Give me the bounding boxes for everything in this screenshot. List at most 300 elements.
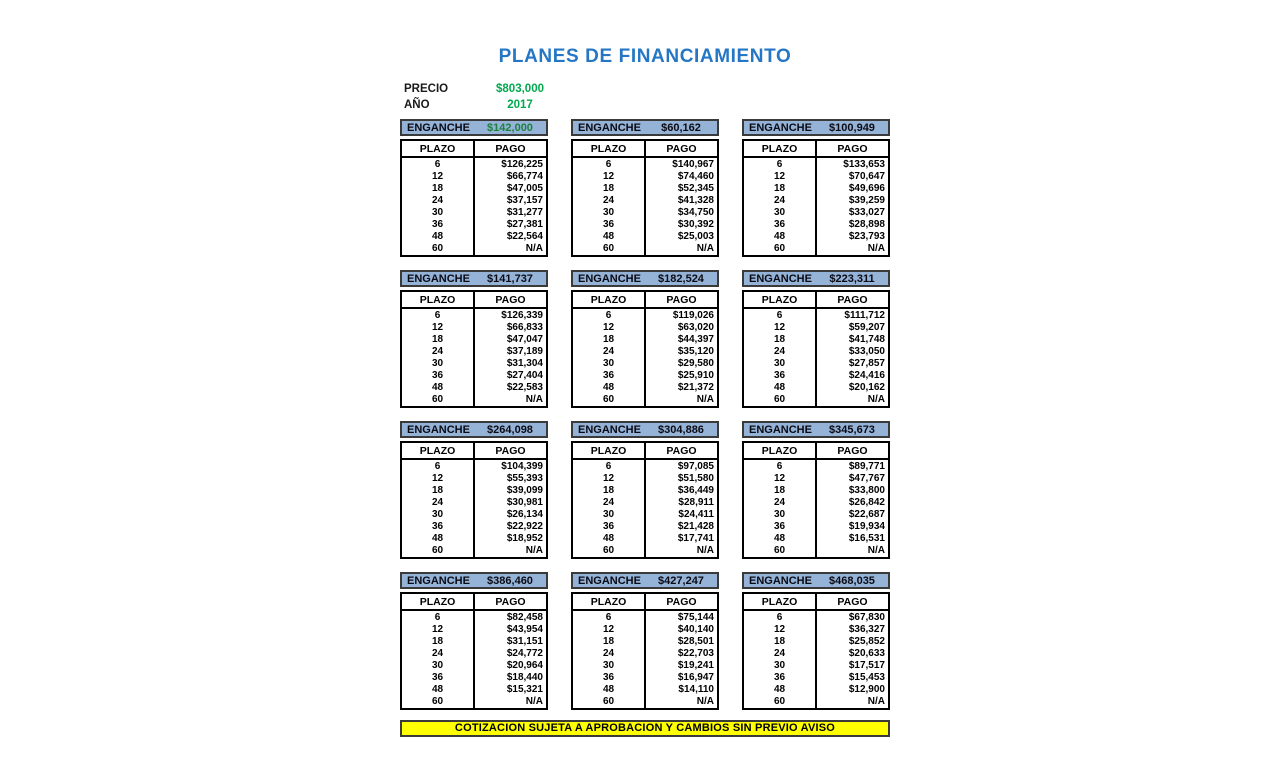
plazo-column-header: PLAZO: [743, 442, 816, 459]
plan-table-body: [572, 308, 718, 407]
enganche-label: ENGANCHE: [749, 272, 812, 285]
plan-card: [571, 572, 719, 710]
plan-table-head: [743, 442, 889, 459]
table-row: [572, 171, 718, 183]
enganche-label: ENGANCHE: [749, 121, 812, 134]
pago-cell: $41,748: [816, 334, 889, 346]
table-row: [743, 157, 889, 171]
table-row: [572, 157, 718, 171]
table-row: [743, 509, 889, 521]
plan-table-head: [743, 140, 889, 157]
table-row: [572, 394, 718, 407]
table-row: [743, 660, 889, 672]
anio-row: [400, 97, 890, 113]
plan-table: [400, 290, 548, 408]
pago-cell: $37,189: [474, 346, 547, 358]
plazo-column-header: PLAZO: [401, 291, 474, 308]
plazo-cell: 48: [773, 684, 786, 695]
plazo-cell: 12: [602, 322, 615, 333]
pago-cell: $47,005: [474, 183, 547, 195]
plazo-cell: 18: [773, 183, 786, 194]
plazo-column-header: PLAZO: [401, 593, 474, 610]
pago-cell: $30,392: [645, 219, 718, 231]
table-row: [572, 243, 718, 256]
pago-cell: $31,304: [474, 358, 547, 370]
pago-cell: $23,793: [816, 231, 889, 243]
plazo-column-header: PLAZO: [572, 593, 645, 610]
plazo-cell: 12: [773, 624, 786, 635]
plazo-cell: 60: [773, 394, 786, 405]
table-row: [401, 322, 547, 334]
plan-card: [742, 119, 890, 257]
plan-table-header-row: [743, 593, 889, 610]
anio-label: AÑO: [404, 99, 430, 111]
plan-table-body: [743, 308, 889, 407]
plan-table-header-row: [572, 140, 718, 157]
table-row: [572, 696, 718, 709]
plan-table: [400, 139, 548, 257]
table-row: [401, 636, 547, 648]
table-row: [743, 672, 889, 684]
pago-cell: $126,225: [474, 157, 547, 171]
plan-card: [400, 119, 548, 257]
plazo-cell: 6: [776, 461, 783, 472]
table-row: [743, 195, 889, 207]
pago-cell: $18,440: [474, 672, 547, 684]
enganche-label: ENGANCHE: [407, 423, 470, 436]
table-row: [401, 346, 547, 358]
plazo-column-header: PLAZO: [743, 593, 816, 610]
enganche-header: [571, 421, 719, 438]
pago-cell: N/A: [474, 243, 547, 256]
plazo-cell: 60: [602, 545, 615, 556]
pago-cell: N/A: [474, 545, 547, 558]
plazo-column-header: PLAZO: [572, 291, 645, 308]
plan-table-body: [401, 459, 547, 558]
pago-cell: $17,517: [816, 660, 889, 672]
plan-table: [400, 441, 548, 559]
plan-table-body: [401, 610, 547, 709]
pago-cell: $19,241: [645, 660, 718, 672]
plazo-cell: 24: [431, 497, 444, 508]
pago-cell: $55,393: [474, 473, 547, 485]
plazo-cell: 18: [431, 636, 444, 647]
plan-table: [742, 290, 890, 408]
plazo-cell: 60: [431, 243, 444, 254]
plan-table-body: [743, 459, 889, 558]
table-row: [401, 473, 547, 485]
table-row: [743, 610, 889, 624]
plan-table-body: [743, 610, 889, 709]
plazo-cell: 12: [431, 171, 444, 182]
plan-card: [400, 270, 548, 408]
plazo-cell: 6: [434, 612, 441, 623]
pago-cell: $25,910: [645, 370, 718, 382]
plazo-cell: 48: [602, 382, 615, 393]
pago-cell: $27,857: [816, 358, 889, 370]
enganche-label: ENGANCHE: [407, 574, 470, 587]
table-row: [572, 382, 718, 394]
plazo-cell: 36: [773, 672, 786, 683]
pago-column-header: PAGO: [474, 593, 547, 610]
precio-row: [400, 81, 890, 97]
plan-table-head: [401, 593, 547, 610]
plazo-cell: 24: [773, 648, 786, 659]
plazo-cell: 6: [434, 159, 441, 170]
plazo-cell: 48: [431, 533, 444, 544]
table-row: [572, 346, 718, 358]
enganche-value: $142,000: [487, 121, 533, 134]
plan-table-head: [743, 593, 889, 610]
pago-cell: $28,911: [645, 497, 718, 509]
table-row: [401, 497, 547, 509]
pago-cell: $33,050: [816, 346, 889, 358]
plazo-cell: 30: [602, 207, 615, 218]
pago-column-header: PAGO: [816, 140, 889, 157]
pago-cell: $16,947: [645, 672, 718, 684]
pago-cell: $27,381: [474, 219, 547, 231]
pago-cell: $14,110: [645, 684, 718, 696]
plazo-cell: 6: [776, 310, 783, 321]
plan-table-header-row: [572, 593, 718, 610]
table-row: [401, 521, 547, 533]
precio-value: $803,000: [496, 83, 544, 95]
table-row: [743, 636, 889, 648]
plan-table: [571, 592, 719, 710]
table-row: [743, 521, 889, 533]
plazo-cell: 12: [773, 171, 786, 182]
table-row: [743, 459, 889, 473]
table-row: [743, 171, 889, 183]
pago-cell: $43,954: [474, 624, 547, 636]
table-row: [572, 370, 718, 382]
table-row: [401, 382, 547, 394]
plan-card: [742, 270, 890, 408]
enganche-value: $345,673: [829, 423, 875, 436]
table-row: [743, 624, 889, 636]
pago-cell: $111,712: [816, 308, 889, 322]
pago-cell: $21,428: [645, 521, 718, 533]
plan-card: [571, 270, 719, 408]
plazo-cell: 24: [431, 346, 444, 357]
table-row: [572, 485, 718, 497]
enganche-header: [400, 270, 548, 287]
plazo-cell: 12: [431, 624, 444, 635]
pago-cell: $47,047: [474, 334, 547, 346]
pago-column-header: PAGO: [816, 593, 889, 610]
disclaimer-banner: COTIZACION SUJETA A APROBACION Y CAMBIOS SIN PREVIO AVISO: [400, 720, 890, 737]
plan-table-head: [572, 442, 718, 459]
plan-card: [400, 421, 548, 559]
enganche-header: [742, 572, 890, 589]
plan-table-header-row: [401, 291, 547, 308]
table-row: [743, 648, 889, 660]
pago-cell: $59,207: [816, 322, 889, 334]
pago-cell: $15,321: [474, 684, 547, 696]
table-row: [572, 195, 718, 207]
plazo-cell: 12: [773, 322, 786, 333]
plazo-cell: 18: [602, 183, 615, 194]
table-row: [572, 322, 718, 334]
plan-card: [571, 421, 719, 559]
table-row: [743, 533, 889, 545]
plan-table-header-row: [743, 442, 889, 459]
plazo-cell: 12: [431, 322, 444, 333]
pago-cell: $140,967: [645, 157, 718, 171]
enganche-header: [742, 119, 890, 136]
pago-column-header: PAGO: [816, 442, 889, 459]
table-row: [401, 394, 547, 407]
pago-cell: $44,397: [645, 334, 718, 346]
table-row: [572, 183, 718, 195]
pago-cell: N/A: [645, 545, 718, 558]
table-row: [572, 459, 718, 473]
pago-cell: $67,830: [816, 610, 889, 624]
table-row: [401, 533, 547, 545]
enganche-label: ENGANCHE: [749, 574, 812, 587]
pago-column-header: PAGO: [645, 140, 718, 157]
plazo-cell: 30: [602, 358, 615, 369]
table-row: [572, 521, 718, 533]
table-row: [743, 497, 889, 509]
table-row: [401, 509, 547, 521]
table-row: [401, 610, 547, 624]
pago-cell: $52,345: [645, 183, 718, 195]
plan-card: [400, 572, 548, 710]
table-row: [572, 231, 718, 243]
plazo-cell: 60: [431, 696, 444, 707]
pago-cell: $22,922: [474, 521, 547, 533]
plazo-column-header: PLAZO: [572, 442, 645, 459]
plazo-cell: 60: [602, 394, 615, 405]
pago-cell: $26,842: [816, 497, 889, 509]
pago-cell: $22,687: [816, 509, 889, 521]
plan-table-head: [401, 291, 547, 308]
pago-column-header: PAGO: [474, 140, 547, 157]
plazo-cell: 60: [773, 696, 786, 707]
pago-cell: $34,750: [645, 207, 718, 219]
table-row: [401, 231, 547, 243]
table-row: [401, 684, 547, 696]
enganche-header: [400, 119, 548, 136]
enganche-value: $60,162: [661, 121, 701, 134]
pago-cell: $22,583: [474, 382, 547, 394]
plazo-cell: 30: [431, 358, 444, 369]
plazo-cell: 24: [431, 648, 444, 659]
enganche-value: $427,247: [658, 574, 704, 587]
enganche-value: $141,737: [487, 272, 533, 285]
plazo-cell: 36: [431, 521, 444, 532]
plan-table: [571, 441, 719, 559]
plazo-cell: 48: [773, 231, 786, 242]
plazo-cell: 24: [602, 648, 615, 659]
table-row: [401, 358, 547, 370]
plan-table-head: [572, 593, 718, 610]
plazo-cell: 18: [431, 334, 444, 345]
plazo-cell: 30: [431, 509, 444, 520]
plazo-cell: 48: [431, 231, 444, 242]
table-row: [743, 183, 889, 195]
plazo-cell: 18: [602, 334, 615, 345]
table-row: [401, 660, 547, 672]
table-row: [401, 334, 547, 346]
table-row: [743, 370, 889, 382]
financing-sheet: [400, 46, 890, 737]
pago-cell: $27,404: [474, 370, 547, 382]
pago-cell: $15,453: [816, 672, 889, 684]
plazo-cell: 30: [773, 509, 786, 520]
table-row: [401, 243, 547, 256]
plazo-cell: 24: [773, 497, 786, 508]
pago-cell: N/A: [816, 243, 889, 256]
plan-table-body: [572, 157, 718, 256]
plan-card: [742, 421, 890, 559]
pago-cell: N/A: [474, 394, 547, 407]
pago-cell: $22,564: [474, 231, 547, 243]
pago-column-header: PAGO: [645, 593, 718, 610]
table-row: [572, 533, 718, 545]
plazo-cell: 6: [605, 612, 612, 623]
plazo-cell: 60: [602, 696, 615, 707]
pago-cell: N/A: [645, 394, 718, 407]
table-row: [401, 183, 547, 195]
pago-column-header: PAGO: [645, 442, 718, 459]
pago-cell: $39,099: [474, 485, 547, 497]
plan-table: [742, 139, 890, 257]
plazo-cell: 30: [773, 207, 786, 218]
pago-cell: $33,027: [816, 207, 889, 219]
plazo-cell: 18: [773, 334, 786, 345]
plan-table-head: [401, 442, 547, 459]
pago-cell: $30,981: [474, 497, 547, 509]
plan-table-body: [401, 308, 547, 407]
table-row: [401, 157, 547, 171]
precio-label: PRECIO: [404, 83, 449, 95]
pago-cell: N/A: [816, 394, 889, 407]
plazo-cell: 30: [431, 207, 444, 218]
pago-cell: $119,026: [645, 308, 718, 322]
enganche-header: [400, 421, 548, 438]
plazo-cell: 48: [602, 231, 615, 242]
pago-cell: $25,852: [816, 636, 889, 648]
plazo-cell: 36: [431, 219, 444, 230]
table-row: [572, 660, 718, 672]
plazo-cell: 36: [602, 370, 615, 381]
table-row: [743, 346, 889, 358]
plazo-cell: 48: [773, 533, 786, 544]
table-row: [743, 219, 889, 231]
plazo-column-header: PLAZO: [743, 140, 816, 157]
table-row: [743, 545, 889, 558]
plazo-cell: 36: [773, 219, 786, 230]
pago-cell: $19,934: [816, 521, 889, 533]
pago-cell: $51,580: [645, 473, 718, 485]
plazo-cell: 60: [773, 243, 786, 254]
plan-table: [571, 290, 719, 408]
enganche-value: $304,886: [658, 423, 704, 436]
pago-column-header: PAGO: [474, 291, 547, 308]
anio-value: 2017: [507, 99, 533, 111]
plan-table-header-row: [743, 140, 889, 157]
enganche-label: ENGANCHE: [578, 574, 641, 587]
table-row: [572, 219, 718, 231]
enganche-label: ENGANCHE: [749, 423, 812, 436]
pago-cell: $82,458: [474, 610, 547, 624]
enganche-value: $264,098: [487, 423, 533, 436]
table-row: [743, 243, 889, 256]
pago-cell: $133,653: [816, 157, 889, 171]
plan-table-header-row: [743, 291, 889, 308]
plazo-cell: 60: [431, 394, 444, 405]
plazo-cell: 30: [431, 660, 444, 671]
pago-cell: $66,774: [474, 171, 547, 183]
plazo-cell: 30: [773, 358, 786, 369]
table-row: [572, 636, 718, 648]
plan-table: [742, 441, 890, 559]
plazo-cell: 6: [605, 310, 612, 321]
pago-cell: $20,633: [816, 648, 889, 660]
pago-cell: $28,501: [645, 636, 718, 648]
plazo-cell: 30: [602, 660, 615, 671]
pago-cell: $20,162: [816, 382, 889, 394]
price-info-block: [400, 81, 890, 113]
table-row: [743, 394, 889, 407]
table-row: [743, 231, 889, 243]
pago-cell: $18,952: [474, 533, 547, 545]
pago-cell: $63,020: [645, 322, 718, 334]
pago-cell: $41,328: [645, 195, 718, 207]
plazo-cell: 18: [773, 485, 786, 496]
plazo-cell: 36: [602, 672, 615, 683]
plazo-cell: 48: [431, 382, 444, 393]
enganche-header: [742, 421, 890, 438]
table-row: [572, 497, 718, 509]
table-row: [401, 648, 547, 660]
pago-cell: $36,327: [816, 624, 889, 636]
plan-table-head: [572, 140, 718, 157]
enganche-label: ENGANCHE: [407, 121, 470, 134]
plazo-cell: 30: [602, 509, 615, 520]
pago-cell: $104,399: [474, 459, 547, 473]
pago-cell: $24,772: [474, 648, 547, 660]
plazo-cell: 6: [605, 461, 612, 472]
plazo-column-header: PLAZO: [572, 140, 645, 157]
enganche-header: [571, 119, 719, 136]
plan-table: [742, 592, 890, 710]
pago-cell: N/A: [474, 696, 547, 709]
plan-table-header-row: [572, 291, 718, 308]
table-row: [401, 624, 547, 636]
pago-cell: $24,411: [645, 509, 718, 521]
plazo-cell: 18: [773, 636, 786, 647]
pago-cell: $47,767: [816, 473, 889, 485]
table-row: [572, 473, 718, 485]
plazo-cell: 6: [434, 310, 441, 321]
table-row: [572, 334, 718, 346]
pago-cell: $25,003: [645, 231, 718, 243]
pago-cell: $26,134: [474, 509, 547, 521]
pago-cell: $17,741: [645, 533, 718, 545]
table-row: [401, 207, 547, 219]
plazo-cell: 60: [602, 243, 615, 254]
plazo-cell: 48: [602, 533, 615, 544]
plazo-cell: 24: [602, 346, 615, 357]
plazo-cell: 6: [434, 461, 441, 472]
plazo-cell: 24: [602, 195, 615, 206]
plan-table-body: [572, 459, 718, 558]
pago-cell: $40,140: [645, 624, 718, 636]
enganche-label: ENGANCHE: [578, 423, 641, 436]
